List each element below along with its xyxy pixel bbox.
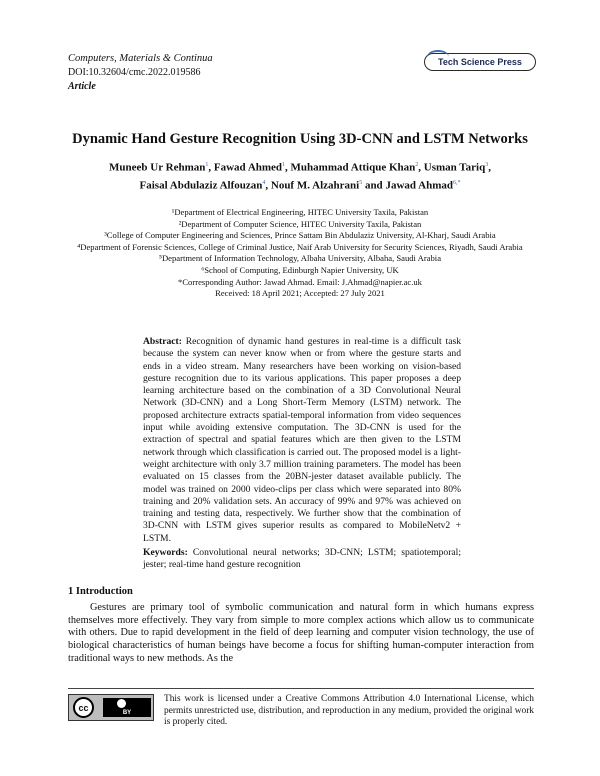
cc-badge-text: cc xyxy=(78,702,89,713)
affiliation-5: ⁵Department of Information Technology, Albaha University, Albaha, Saudi Arabia xyxy=(158,253,442,264)
publisher-name: Tech Science Press xyxy=(438,57,522,67)
author-name: Fawad Ahmed xyxy=(213,161,283,174)
author-line-1 xyxy=(40,158,560,176)
author-affiliation-marker[interactable]: 2 xyxy=(415,162,419,168)
author-list xyxy=(40,158,560,193)
publisher-logo[interactable] xyxy=(424,53,536,71)
author-name: Muhammad Attique Khan xyxy=(290,161,416,174)
author-affiliation-marker[interactable]: 4 xyxy=(262,179,266,186)
received-accepted-dates: Received: 18 April 2021; Accepted: 27 July 2021 xyxy=(215,288,385,299)
doi-text[interactable]: DOI:10.32604/cmc.2022.019586 xyxy=(68,67,201,78)
author-name: Jawad Ahmad xyxy=(385,179,453,192)
author-affiliation-marker[interactable]: 6,* xyxy=(452,179,461,186)
author-separator: , xyxy=(418,161,424,174)
abstract xyxy=(143,336,461,545)
keywords xyxy=(143,547,461,572)
author-name: Usman Tariq xyxy=(423,161,486,174)
affiliation-4: ⁴Department of Forensic Sciences, College of Criminal Justice, Naif Arab University for Security Sciences, Riyadh, Saudi Arabia xyxy=(77,241,523,252)
author-name: Faisal Abdulaziz Alfouzan xyxy=(139,179,263,192)
author-affiliation-marker[interactable]: 5 xyxy=(359,179,363,186)
author-separator: and xyxy=(362,179,386,192)
affiliation-2: ²Department of Computer Science, HITEC University Taxila, Pakistan xyxy=(178,218,422,229)
attribution-box xyxy=(103,698,151,717)
affiliation-3: ³College of Computer Engineering and Sciences, Prince Sattam Bin Abdulaziz University, Al-Kharj, Saudi Arabia xyxy=(104,230,496,241)
author-separator: , xyxy=(265,179,271,192)
author-name: Nouf M. Alzahrani xyxy=(270,179,360,192)
section-heading-introduction: 1 Introduction xyxy=(68,586,133,597)
abstract-label: Abstract: xyxy=(143,336,182,347)
author-line-2 xyxy=(40,176,560,194)
publisher-swoosh-icon xyxy=(427,50,449,64)
affiliations xyxy=(40,207,560,300)
affiliation-6: ⁶School of Computing, Edinburgh Napier University, UK xyxy=(201,264,399,275)
author-affiliation-marker[interactable]: 1 xyxy=(205,162,209,168)
article-type: Article xyxy=(68,81,96,92)
author-separator: , xyxy=(285,161,291,174)
cc-by-license-badge[interactable] xyxy=(68,694,154,721)
footer-divider xyxy=(68,688,534,689)
affiliation-1: ¹Department of Electrical Engineering, HITEC University Taxila, Pakistan xyxy=(171,207,429,217)
author-separator: , xyxy=(208,161,214,174)
keywords-text: Convolutional neural networks; 3D-CNN; LSTM; spatiotemporal; jester; real-time hand gesture recognition xyxy=(143,547,461,571)
abstract-text: Recognition of dynamic hand gestures in real-time is a difficult task because the system can never know when or from where the gesture starts and ends in a video stream. Many researchers have been working on vision-based gesture recognition due to its various applications. This paper proposes a deep learning architecture based on the combination of a 3D Convolutional Neural Network (3D-CNN) and a Long Short-Term Memory (LSTM) network. The proposed architecture extracts spatial-temporal information from video sequences input while avoiding extensive computation. The 3D-CNN is used for the extraction of spectral and spatial features which are then given to the LSTM network through which classification is carried out. The proposed model is a light-weight architecture with only 3.7 million training parameters. The model has been evaluated on 15 classes from the 20BN-jester dataset available publicly. The model was trained on 2000 video-clips per class which were separated into 80% training and 20% validation sets. An accuracy of 99% and 97% was achieved on training and testing data, respectively. We further show that the combination of 3D-CNN with LSTM gives superior results as compared to MobileNetv2 + LSTM. xyxy=(143,336,462,544)
author-separator: , xyxy=(488,161,491,174)
journal-name: Computers, Materials & Continua xyxy=(68,53,213,64)
author-affiliation-marker[interactable]: 1 xyxy=(282,162,286,168)
creative-commons-icon xyxy=(73,697,94,718)
license-text[interactable]: This work is licensed under a Creative Commons Attribution 4.0 International License, which permits unrestricted use, distribution, and reproduction in any medium, provided the original work is properly cited. xyxy=(164,694,534,728)
corresponding-author[interactable]: *Corresponding Author: Jawad Ahmad. Email: J.Ahmad@napier.ac.uk xyxy=(178,276,422,287)
author-name: Muneeb Ur Rehman xyxy=(109,161,206,174)
by-badge-text: BY xyxy=(122,710,132,716)
attribution-person-icon xyxy=(117,699,126,708)
keywords-label: Keywords: xyxy=(143,547,188,558)
author-affiliation-marker[interactable]: 3 xyxy=(485,162,489,168)
introduction-paragraph: Gestures are primary tool of symbolic communication and natural form in which humans express themselves more effectively. They vary from simple to more complex actions which allow us to communicate with others. Due to rapid development in the field of deep learning and computer vision technology, the use of biological characteristics of human beings have become a focus for shifting human-computer interaction from traditional ways to new methods. As the xyxy=(68,602,534,664)
paper-title: Dynamic Hand Gesture Recognition Using 3D-CNN and LSTM Networks xyxy=(72,131,528,147)
